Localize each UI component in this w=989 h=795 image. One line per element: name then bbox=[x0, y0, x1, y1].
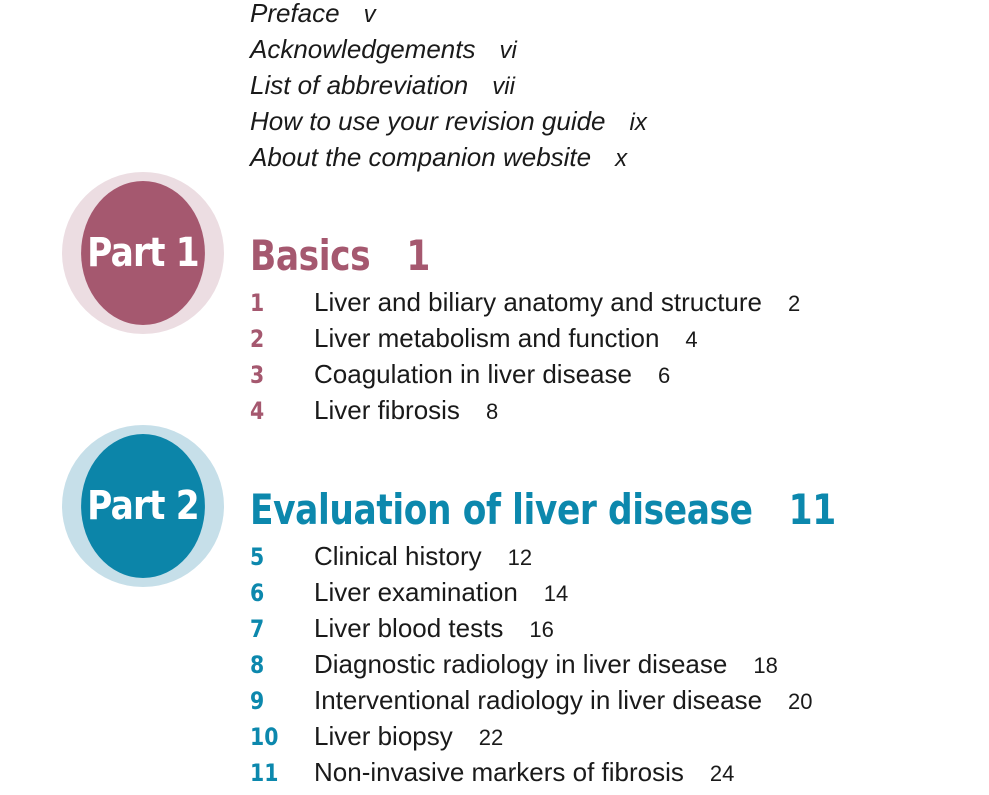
chapter-title: Liver metabolism and function bbox=[314, 323, 660, 353]
front-matter-item[interactable] bbox=[250, 36, 647, 72]
part-title: Basics bbox=[250, 231, 371, 280]
chapter-item[interactable] bbox=[250, 392, 800, 428]
chapter-number: 5 bbox=[250, 543, 265, 571]
chapter-number: 6 bbox=[250, 579, 265, 607]
entry-page-number: vi bbox=[499, 37, 517, 64]
chapter-number: 4 bbox=[250, 397, 265, 425]
chapter-title: Liver blood tests bbox=[314, 613, 504, 643]
chapter-page-number: 12 bbox=[507, 545, 533, 570]
entry-title: Preface bbox=[250, 0, 340, 28]
chapter-number: 10 bbox=[250, 723, 279, 751]
front-matter-item[interactable] bbox=[250, 72, 647, 108]
chapter-item[interactable] bbox=[250, 754, 964, 790]
part-title: Evaluation of liver disease bbox=[250, 485, 753, 534]
chapter-page-number: 2 bbox=[788, 291, 801, 316]
chapter-title: Non-invasive markers of fibrosis bbox=[314, 757, 684, 787]
part-2-heading[interactable] bbox=[250, 482, 836, 538]
chapter-page-number: 24 bbox=[709, 761, 735, 786]
chapter-title: Interventional radiology in liver disease bbox=[314, 685, 763, 715]
entry-title: Acknowledgements bbox=[250, 34, 476, 64]
chapter-number: 1 bbox=[250, 289, 265, 317]
entry-title: How to use your revision guide bbox=[250, 106, 606, 136]
part-1-chapter-list bbox=[250, 284, 800, 428]
chapter-number: 3 bbox=[250, 361, 265, 389]
chapter-item[interactable] bbox=[250, 356, 800, 392]
part-2-chapter-list bbox=[250, 538, 964, 790]
chapter-title: Clinical history bbox=[314, 541, 482, 571]
front-matter-list bbox=[250, 0, 647, 180]
chapter-number: 7 bbox=[250, 615, 265, 643]
chapter-page-number: 16 bbox=[529, 617, 554, 642]
chapter-title: Liver biopsy bbox=[314, 721, 453, 751]
chapter-page-number: 6 bbox=[657, 363, 671, 388]
chapter-number: 8 bbox=[250, 651, 265, 679]
entry-page-number: vii bbox=[492, 73, 515, 100]
chapter-item[interactable] bbox=[250, 682, 964, 718]
front-matter-item[interactable] bbox=[250, 108, 647, 144]
part-1-heading[interactable] bbox=[250, 228, 701, 284]
entry-page-number: ix bbox=[629, 109, 647, 136]
chapter-item[interactable] bbox=[250, 718, 964, 754]
chapter-page-number: 20 bbox=[788, 689, 813, 714]
chapter-number: 11 bbox=[250, 759, 279, 787]
chapter-item[interactable] bbox=[250, 574, 964, 610]
chapter-item[interactable] bbox=[250, 538, 964, 574]
part-1-section bbox=[250, 228, 800, 428]
chapter-title: Coagulation in liver disease bbox=[314, 359, 632, 389]
part-1-badge bbox=[62, 172, 224, 334]
chapter-page-number: 18 bbox=[753, 653, 778, 678]
part-2-badge-label: Part 2 bbox=[81, 434, 205, 578]
part-page-number: 1 bbox=[406, 231, 430, 280]
chapter-title: Diagnostic radiology in liver disease bbox=[314, 649, 728, 679]
chapter-number: 9 bbox=[250, 687, 265, 715]
front-matter-item[interactable] bbox=[250, 0, 647, 36]
entry-page-number: v bbox=[363, 1, 376, 28]
part-page-number: 11 bbox=[788, 485, 836, 534]
entry-title: List of abbreviation bbox=[250, 70, 469, 100]
entry-title: About the companion website bbox=[250, 142, 592, 172]
part-1-badge-label: Part 1 bbox=[81, 181, 205, 325]
chapter-item[interactable] bbox=[250, 646, 964, 682]
entry-page-number: x bbox=[615, 145, 628, 172]
chapter-item[interactable] bbox=[250, 320, 800, 356]
chapter-page-number: 4 bbox=[685, 327, 698, 352]
chapter-item[interactable] bbox=[250, 610, 964, 646]
chapter-page-number: 8 bbox=[485, 399, 499, 424]
chapter-page-number: 22 bbox=[478, 725, 504, 750]
part-2-badge bbox=[62, 425, 224, 587]
chapter-page-number: 14 bbox=[543, 581, 569, 606]
chapter-title: Liver fibrosis bbox=[314, 395, 460, 425]
part-2-section bbox=[250, 482, 964, 790]
chapter-number: 2 bbox=[250, 325, 265, 353]
chapter-title: Liver and biliary anatomy and structure bbox=[314, 287, 763, 317]
front-matter-item[interactable] bbox=[250, 144, 647, 180]
chapter-title: Liver examination bbox=[314, 577, 518, 607]
chapter-item[interactable] bbox=[250, 284, 800, 320]
